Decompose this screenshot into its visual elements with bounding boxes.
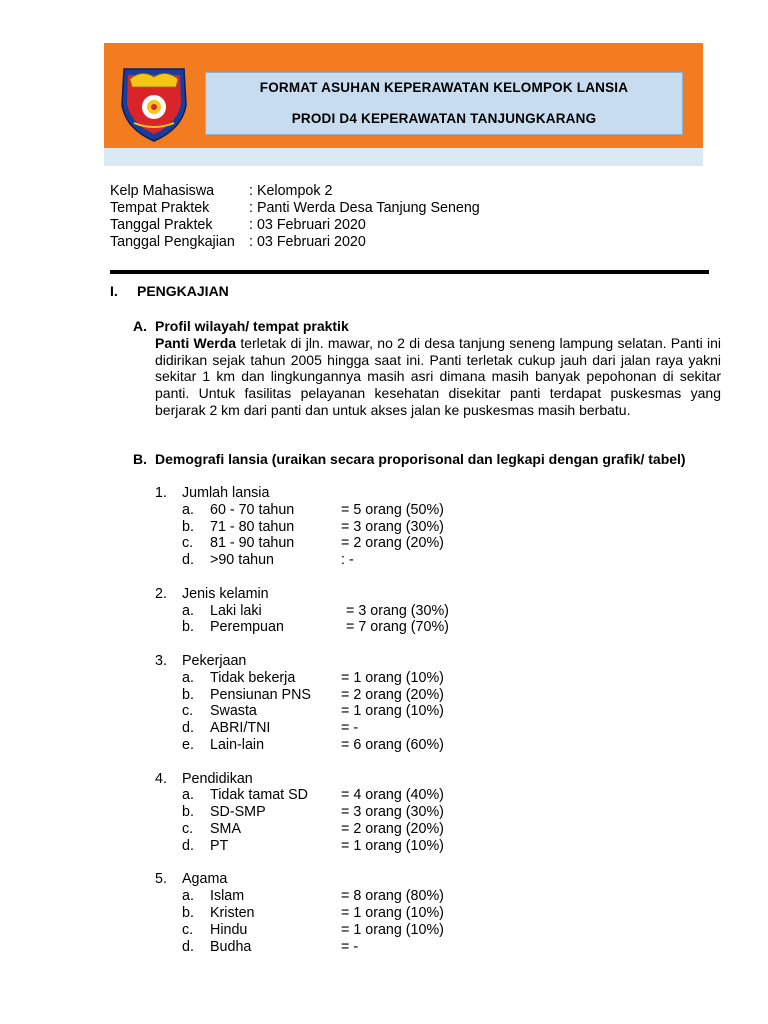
subsection-letter: A. (133, 318, 147, 334)
item-letter: b. (182, 619, 194, 636)
paragraph-lead: Panti Werda (155, 334, 237, 351)
demografi-group (155, 485, 449, 569)
item-value: = 1 orang (10%) (341, 904, 444, 921)
list-item (182, 670, 449, 687)
item-letter: a. (182, 501, 194, 518)
list-item (182, 552, 449, 569)
item-value: = 2 orang (20%) (341, 535, 444, 552)
item-letter: a. (182, 669, 194, 686)
item-letter: d. (182, 837, 194, 854)
group-number: 2. (155, 585, 167, 602)
group-heading (155, 586, 449, 603)
item-letter: c. (182, 703, 194, 720)
item-value: = 1 orang (10%) (341, 703, 444, 720)
item-value: = 6 orang (60%) (341, 736, 444, 753)
group-title: Agama (182, 871, 228, 888)
item-value: = 2 orang (20%) (341, 820, 444, 837)
meta-row (110, 234, 480, 251)
subsection-profil (133, 318, 721, 419)
demografi-group (155, 771, 449, 855)
meta-value: : Kelompok 2 (249, 183, 333, 199)
item-label: ABRI/TNI (210, 720, 271, 737)
institution-logo-icon (116, 65, 192, 143)
meta-value: : 03 Februari 2020 (249, 217, 366, 233)
item-value: = 4 orang (40%) (341, 787, 444, 804)
meta-key: Tanggal Praktek (110, 217, 213, 233)
item-letter: b. (182, 904, 194, 921)
list-item (182, 888, 449, 905)
group-title: Jumlah lansia (182, 485, 270, 501)
item-label: SD-SMP (210, 804, 266, 821)
list-item (182, 922, 449, 939)
demografi-groups (155, 485, 449, 972)
meta-row (110, 217, 480, 234)
item-letter: c. (182, 921, 194, 938)
item-value: = 1 orang (10%) (341, 921, 444, 938)
item-letter: a. (182, 787, 194, 804)
item-value: = - (341, 720, 359, 737)
meta-row (110, 183, 480, 200)
meta-value: : Panti Werda Desa Tanjung Seneng (249, 200, 480, 216)
item-value: : - (341, 552, 354, 569)
section-number: I. (110, 283, 118, 299)
item-letter: b. (182, 804, 194, 821)
list-item (182, 905, 449, 922)
horizontal-rule (110, 270, 709, 274)
meta-row (110, 200, 480, 217)
item-label: Perempuan (210, 619, 284, 636)
item-label: >90 tahun (210, 552, 275, 569)
meta-info (110, 183, 480, 251)
item-value: = - (341, 938, 359, 955)
list-item (182, 619, 449, 636)
item-letter: a. (182, 888, 194, 905)
group-heading (155, 771, 449, 788)
item-value: = 5 orang (50%) (341, 501, 444, 518)
item-value: = 1 orang (10%) (341, 669, 444, 686)
item-label: Islam (210, 888, 245, 905)
item-label: Laki laki (210, 602, 262, 619)
item-value: = 8 orang (80%) (341, 888, 444, 905)
subsection-demografi (133, 451, 721, 468)
item-letter: b. (182, 518, 194, 535)
section-heading (110, 283, 229, 299)
list-item (182, 787, 449, 804)
group-heading (155, 485, 449, 502)
item-label: 60 - 70 tahun (210, 501, 295, 518)
list-item (182, 502, 449, 519)
list-item (182, 720, 449, 737)
item-label: Lain-lain (210, 736, 265, 753)
item-value: = 3 orang (30%) (341, 518, 444, 535)
item-value: = 3 orang (30%) (346, 602, 449, 619)
item-label: Pensiunan PNS (210, 686, 311, 703)
demografi-group (155, 871, 449, 955)
item-letter: b. (182, 686, 194, 703)
item-letter: d. (182, 720, 194, 737)
item-value: = 2 orang (20%) (341, 686, 444, 703)
subsection-title: Profil wilayah/ tempat praktik (155, 318, 349, 334)
document-title: FORMAT ASUHAN KEPERAWATAN KELOMPOK LANSIA (259, 80, 629, 95)
header-strip (104, 148, 703, 166)
item-label: Kristen (210, 904, 255, 921)
list-item (182, 703, 449, 720)
meta-key: Tanggal Pengkajian (110, 234, 235, 250)
item-label: Budha (210, 938, 252, 955)
meta-value: : 03 Februari 2020 (249, 234, 366, 250)
group-number: 1. (155, 485, 167, 501)
item-letter: d. (182, 552, 194, 569)
item-value: = 1 orang (10%) (341, 837, 444, 854)
item-letter: a. (182, 602, 194, 619)
demografi-group (155, 586, 449, 636)
document-title-box (205, 72, 683, 135)
item-label: 71 - 80 tahun (210, 518, 295, 535)
item-label: PT (210, 837, 229, 854)
meta-key: Tempat Praktek (110, 200, 210, 216)
group-title: Pendidikan (182, 770, 253, 787)
item-value: = 3 orang (30%) (341, 804, 444, 821)
subsection-letter: B. (133, 451, 147, 467)
item-label: Tidak tamat SD (210, 787, 308, 804)
group-number: 4. (155, 770, 167, 787)
item-label: Hindu (210, 921, 248, 938)
item-label: 81 - 90 tahun (210, 535, 295, 552)
item-label: Swasta (210, 703, 257, 720)
item-letter: c. (182, 820, 194, 837)
group-number: 5. (155, 871, 167, 888)
list-item (182, 535, 449, 552)
list-item (182, 687, 449, 704)
paragraph-text: terletak di jln. mawar, no 2 di desa tanjung seneng lampung selatan. Panti ini didirikan sejak tahun 2005 hingga saat ini. Panti terletak cukup jauh dari jalan raya yakni sekitar 1 km dan lingkungannya masih asri dimana masih banyak pepohonan di sekitar panti. Untuk fasilitas pelayanan kesehatan disekitar panti terdapat puskesmas yang berjarak 2 km dari panti dan untuk akses jalan ke puskesmas masih berbatu. (155, 334, 721, 418)
group-heading (155, 871, 449, 888)
item-value: = 7 orang (70%) (346, 619, 449, 636)
item-label: Tidak bekerja (210, 669, 296, 686)
group-title: Jenis kelamin (182, 585, 269, 602)
list-item (182, 821, 449, 838)
group-number: 3. (155, 652, 167, 669)
demografi-group (155, 653, 449, 754)
section-title: PENGKAJIAN (137, 283, 229, 299)
item-letter: e. (182, 736, 194, 753)
item-letter: c. (182, 535, 194, 552)
list-item (182, 737, 449, 754)
list-item (182, 838, 449, 855)
list-item (182, 939, 449, 956)
meta-key: Kelp Mahasiswa (110, 183, 215, 199)
item-letter: d. (182, 938, 194, 955)
document-subtitle: PRODI D4 KEPERAWATAN TANJUNGKARANG (291, 111, 597, 126)
subsection-title: Demografi lansia (uraikan secara proporisonal dan legkapi dengan grafik/ tabel) (155, 451, 686, 467)
list-item (182, 519, 449, 536)
group-title: Pekerjaan (182, 652, 247, 669)
profil-paragraph (155, 335, 721, 419)
item-label: SMA (210, 820, 241, 837)
group-heading (155, 653, 449, 670)
list-item (182, 804, 449, 821)
list-item (182, 603, 449, 620)
